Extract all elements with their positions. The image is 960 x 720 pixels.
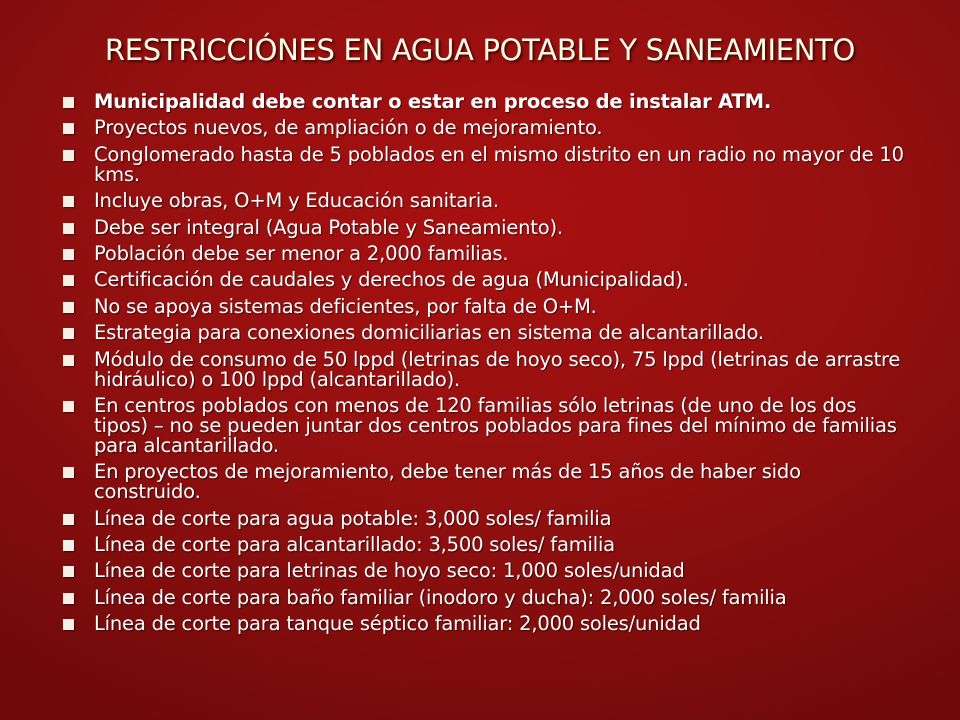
bullet-list bbox=[60, 92, 910, 641]
square-bullet-icon bbox=[63, 97, 74, 108]
list-item bbox=[60, 270, 910, 290]
list-item bbox=[60, 393, 910, 457]
list-item bbox=[60, 323, 910, 343]
list-item-text: Línea de corte para alcantarillado: 3,500 soles/ familia bbox=[94, 533, 615, 557]
square-bullet-icon bbox=[63, 540, 74, 551]
list-item-text: En centros poblados con menos de 120 familias sólo letrinas (de uno de los dos tipos) – no se pueden juntar dos centros poblados para fines del mínimo de familias para alcantarillado. bbox=[94, 393, 897, 457]
square-bullet-icon bbox=[63, 223, 74, 234]
square-bullet-icon bbox=[63, 196, 74, 207]
square-bullet-icon bbox=[63, 123, 74, 134]
list-item bbox=[60, 241, 910, 265]
list-item bbox=[60, 118, 910, 138]
list-item-text: Conglomerado hasta de 5 poblados en el mismo distrito en un radio no mayor de 10 kms. bbox=[94, 142, 904, 186]
square-bullet-icon bbox=[63, 593, 74, 604]
square-bullet-icon bbox=[63, 249, 74, 260]
list-item bbox=[60, 462, 910, 502]
list-item-text: Módulo de consumo de 50 lppd (letrinas de hoyo seco), 75 lppd (letrinas de arrastre hidráulico) o 100 lppd (alcantarillado). bbox=[94, 347, 901, 391]
square-bullet-icon bbox=[63, 275, 74, 286]
list-item-text: Proyectos nuevos, de ampliación o de mejoramiento. bbox=[94, 116, 603, 140]
list-item-text: Línea de corte para baño familiar (inodoro y ducha): 2,000 soles/ familia bbox=[94, 585, 787, 609]
square-bullet-icon bbox=[63, 566, 74, 577]
slide-title: RESTRICCIÓNES EN AGUA POTABLE Y SANEAMIENTO bbox=[104, 33, 856, 67]
list-item bbox=[60, 142, 910, 186]
square-bullet-icon bbox=[63, 619, 74, 630]
list-item bbox=[60, 215, 910, 239]
list-item bbox=[60, 92, 910, 112]
square-bullet-icon bbox=[63, 150, 74, 161]
list-item bbox=[60, 191, 910, 211]
list-item-text: Incluye obras, O+M y Educación sanitaria. bbox=[94, 189, 499, 213]
list-item-text: En proyectos de mejoramiento, debe tener más de 15 años de haber sido construido. bbox=[94, 460, 801, 504]
list-item bbox=[60, 535, 910, 555]
list-item bbox=[60, 294, 910, 318]
list-item bbox=[60, 506, 910, 530]
list-item-text: Estrategia para conexiones domiciliarias en sistema de alcantarillado. bbox=[94, 321, 764, 345]
list-item bbox=[60, 585, 910, 609]
list-item-text: Población debe ser menor a 2,000 familias. bbox=[94, 241, 509, 265]
square-bullet-icon bbox=[63, 302, 74, 313]
list-item-text: Certificación de caudales y derechos de agua (Municipalidad). bbox=[94, 268, 689, 292]
square-bullet-icon bbox=[63, 355, 74, 366]
square-bullet-icon bbox=[63, 328, 74, 339]
square-bullet-icon bbox=[63, 514, 74, 525]
list-item-text: Línea de corte para tanque séptico familiar: 2,000 soles/unidad bbox=[94, 612, 701, 636]
square-bullet-icon bbox=[63, 467, 74, 478]
list-item-text: Línea de corte para agua potable: 3,000 soles/ familia bbox=[94, 506, 612, 530]
list-item-text: No se apoya sistemas deficientes, por falta de O+M. bbox=[94, 294, 597, 318]
list-item bbox=[60, 347, 910, 391]
square-bullet-icon bbox=[63, 401, 74, 412]
list-item bbox=[60, 614, 910, 634]
list-item bbox=[60, 561, 910, 581]
list-item-text: Debe ser integral (Agua Potable y Saneamiento). bbox=[94, 215, 563, 239]
list-item-text: Municipalidad debe contar o estar en proceso de instalar ATM. bbox=[94, 90, 772, 113]
list-item-text: Línea de corte para letrinas de hoyo seco: 1,000 soles/unidad bbox=[94, 559, 685, 583]
